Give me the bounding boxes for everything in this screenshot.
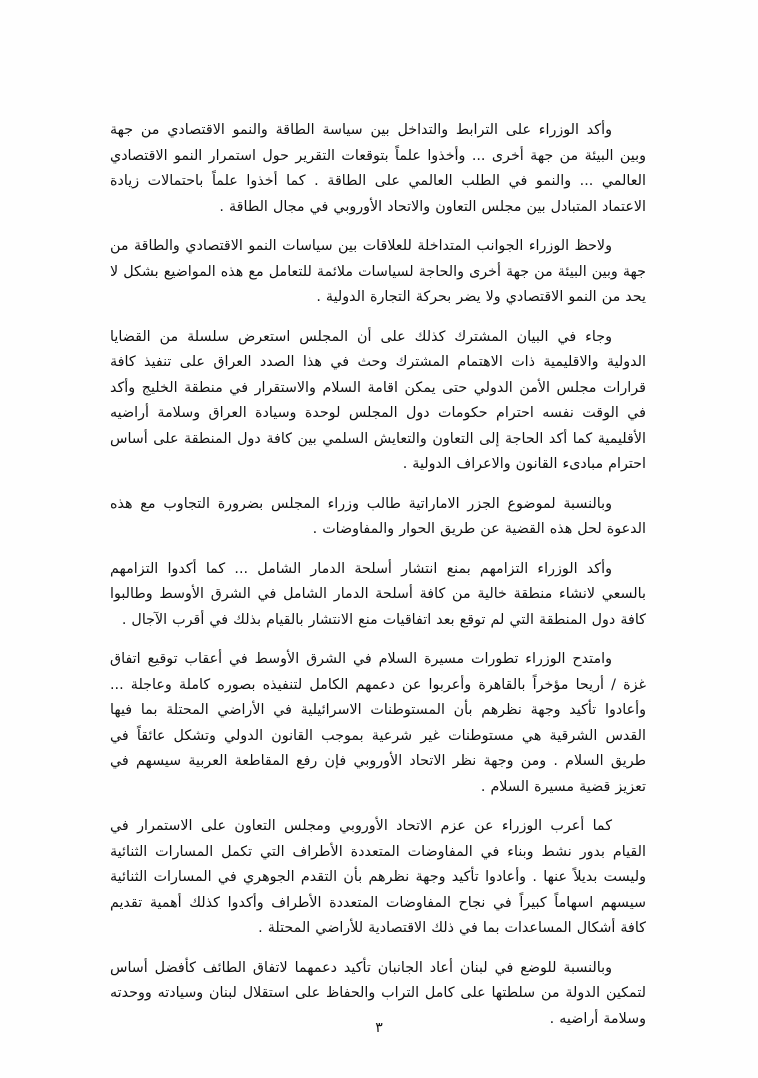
document-body xyxy=(110,118,646,1032)
paragraph: وجاء في البيان المشترك كذلك على أن المجلس استعرض سلسلة من القضايا الدولية والاقليمية ذات الاهتمام المشترك وحث في هذا الصدد العراق على تنفيذ كافة قرارات مجلس الأمن الدولي حتى يمكن اقامة السلام والاستقرار في منطقة الخليج وأكد في الوقت نفسه احترام حكومات دول المجلس لوحدة وسيادة العراق وسلامة أراضيه الأقليمية كما أكد الحاجة إلى التعاون والتعايش السلمي بين كافة دول المنطقة على أساس احترام مبادىء القانون والاعراف الدولية . xyxy=(110,328,646,472)
paragraph: وبالنسبة للوضع في لبنان أعاد الجانبان تأكيد دعمهما لاتفاق الطائف كأفضل أساس لتمكين الدولة من سلطتها على كامل التراب والحفاظ على استقلال لبنان وسيادته ووحدته وسلامة أراضيه . xyxy=(110,959,646,1027)
paragraph: ولاحظ الوزراء الجوانب المتداخلة للعلاقات بين سياسات النمو الاقتصادي والطاقة من جهة وبين البيئة من جهة أخرى والحاجة لسياسات ملائمة للتعامل مع هذه المواضيع بشكل لا يحد من النمو الاقتصادي ولا يضر بحركة التجارة الدولية . xyxy=(110,238,646,305)
paragraph: كما أعرب الوزراء عن عزم الاتحاد الأوروبي ومجلس التعاون على الاستمرار في القيام بدور نشط وبناء في المفاوضات المتعددة الأطراف التي تكمل المسارات الثنائية وليست بديلاً عنها . وأعادوا تأكيد وجهة نظرهم بأن التقدم الجوهري في المسارات الثنائية سيسهم اسهاماً كبيراً في نجاح المفاوضات المتعددة الأطراف وأكدوا كذلك أهمية تقديم كافة أشكال المساعدات بما في ذلك الاقتصادية للأراضي المحتلة . xyxy=(110,818,646,936)
paragraph: وأكد الوزراء التزامهم بمنع انتشار أسلحة الدمار الشامل ... كما أكدوا التزامهم بالسعي لانشاء منطقة خالية من كافة أسلحة الدمار الشامل في الشرق الأوسط وطالبوا كافة دول المنطقة التي لم توقع بعد اتفاقيات منع الانتشار بالقيام بذلك في أقرب الآجال . xyxy=(110,560,646,628)
paragraph: وأكد الوزراء على الترابط والتداخل بين سياسة الطاقة والنمو الاقتصادي من جهة وبين البيئة من جهة أخرى ... وأخذوا علماً بتوقعات التقرير حول استمرار النمو الاقتصادي العالمي ... والنمو في الطلب العالمي على الطاقة . كما أخذوا علماً باحتمالات زيادة الاعتماد المتبادل بين مجلس التعاون والاتحاد الأوروبي في مجال الطاقة . xyxy=(110,122,646,215)
paragraph: وامتدح الوزراء تطورات مسيرة السلام في الشرق الأوسط في أعقاب توقيع اتفاق غزة / أريحا مؤخراً بالقاهرة وأعربوا عن دعمهم الكامل لتنفيذه بصوره كاملة وعاجلة ... وأعادوا تأكيد وجهة نظرهم بأن المستوطنات الاسرائيلية في الأراضي المحتلة بما فيها القدس الشرقية هي مستوطنات غير شرعية بموجب القانون الدولي وتشكل عائقاً في طريق السلام . ومن وجهة نظر الاتحاد الأوروبي فإن رفع المقاطعة العربية سيسهم في تعزيز قضية مسيرة السلام . xyxy=(110,651,646,795)
page-number: ٣ xyxy=(375,1020,383,1036)
paragraph: وبالنسبة لموضوع الجزر الاماراتية طالب وزراء المجلس بضرورة التجاوب مع هذه الدعوة لحل هذه القضية عن طريق الحوار والمفاوضات . xyxy=(110,495,646,537)
